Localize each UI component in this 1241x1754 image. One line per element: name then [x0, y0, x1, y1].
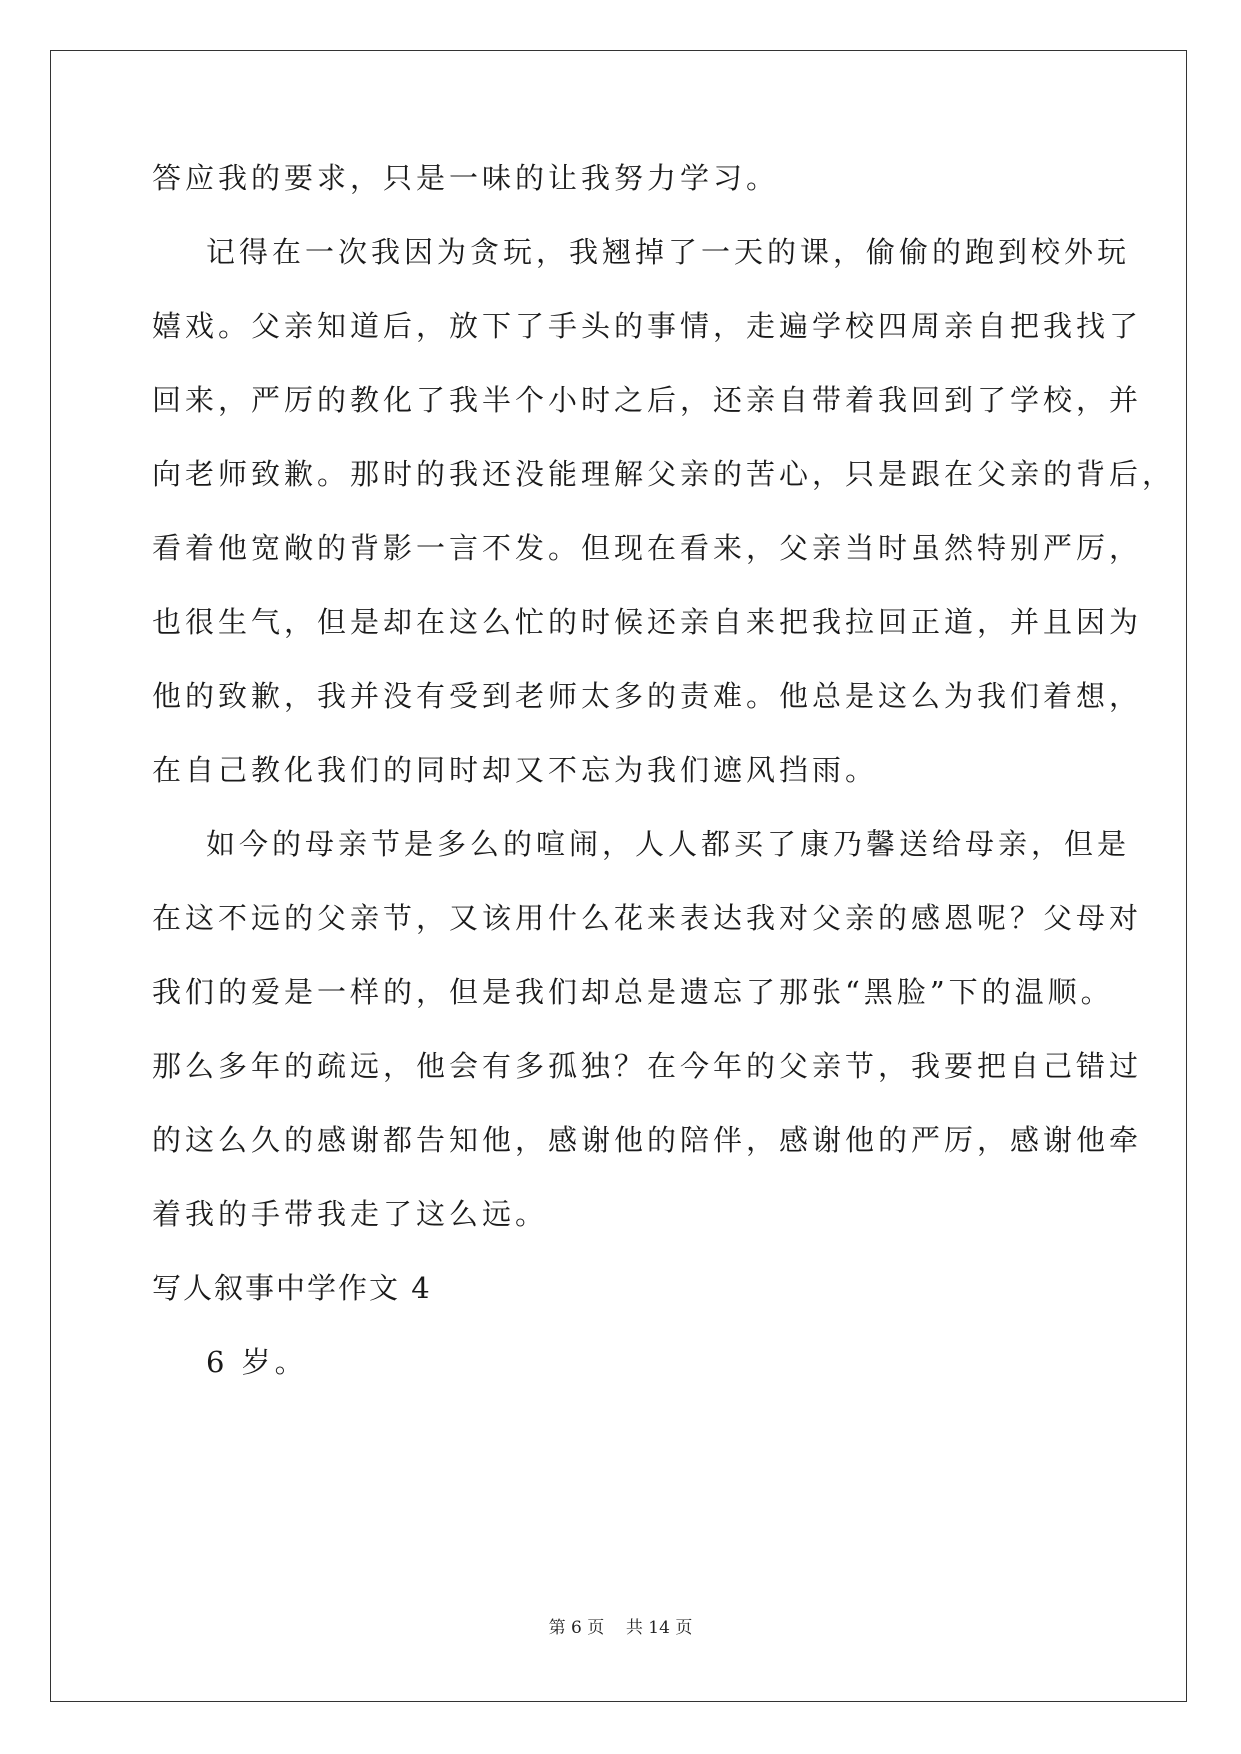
paragraph-start-line: 如今的母亲节是多么的喧闹，人人都买了康乃馨送给母亲，但是 [206, 827, 1131, 861]
text-line: 在自己教化我们的同时却又不忘为我们遮风挡雨。 [152, 753, 879, 787]
paragraph-start-line: 记得在一次我因为贪玩，我翘掉了一天的课，偷偷的跑到校外玩 [206, 235, 1131, 269]
text-line: 也很生气，但是却在这么忙的时候还亲自来把我拉回正道，并且因为 [152, 605, 1143, 639]
page-footer: 第 6 页 共 14 页 [548, 1618, 693, 1638]
page-border [50, 50, 1187, 1702]
text-line: 着我的手带我走了这么远。 [152, 1197, 549, 1231]
text-line: 看着他宽敞的背影一言不发。但现在看来，父亲当时虽然特别严厉， [152, 531, 1143, 565]
text-line: 答应我的要求，只是一味的让我努力学习。 [152, 161, 780, 195]
text-line: 那么多年的疏远，他会有多孤独？在今年的父亲节，我要把自己错过 [152, 1049, 1143, 1083]
text-line: 向老师致歉。那时的我还没能理解父亲的苦心，只是跟在父亲的背后， [152, 457, 1176, 491]
text-line: 他的致歉，我并没有受到老师太多的责难。他总是这么为我们着想， [152, 679, 1143, 713]
text-line: 我们的爱是一样的，但是我们却总是遗忘了那张“黑脸”下的温顺。 [152, 975, 1114, 1009]
paragraph-start-line: 6 岁。 [206, 1345, 308, 1379]
text-line: 的这么久的感谢都告知他，感谢他的陪伴，感谢他的严厉，感谢他牵 [152, 1123, 1143, 1157]
text-line: 回来，严厉的教化了我半个小时之后，还亲自带着我回到了学校，并 [152, 383, 1143, 417]
text-line: 嬉戏。父亲知道后，放下了手头的事情，走遍学校四周亲自把我找了 [152, 309, 1143, 343]
text-line: 在这不远的父亲节，又该用什么花来表达我对父亲的感恩呢？父母对 [152, 901, 1143, 935]
section-heading: 写人叙事中学作文 4 [152, 1271, 432, 1305]
